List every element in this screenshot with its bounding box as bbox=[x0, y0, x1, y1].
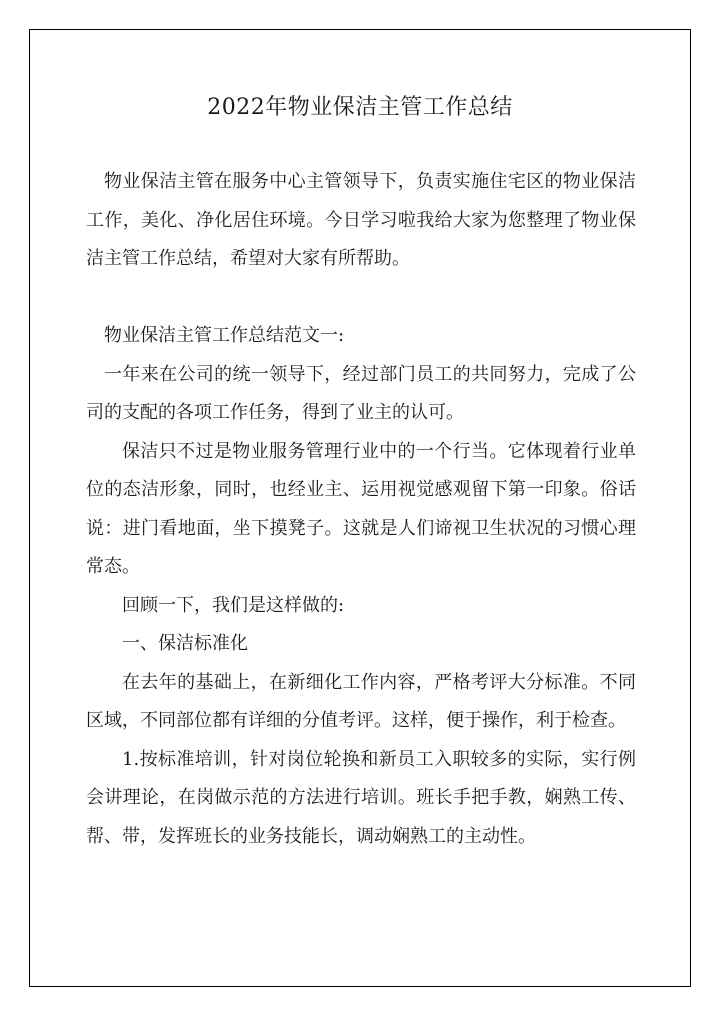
subsection-heading: 一、保洁标准化 bbox=[122, 633, 248, 654]
section-heading: 物业保洁主管工作总结范文一: bbox=[104, 325, 345, 346]
paragraph-gap bbox=[86, 279, 636, 318]
paragraph: 在去年的基础上，在新细化工作内容，严格考评大分标准。不同区域，不同部位都有详细的分值考评。这样，便于操作，利于检查。 bbox=[86, 671, 636, 731]
intro-paragraph: 物业保洁主管在服务中心主管领导下，负责实施住宅区的物业保洁工作，美化、净化居住环境。今日学习啦我给大家为您整理了物业保洁主管工作总结，希望对大家有所帮助。 bbox=[86, 171, 636, 269]
document-title: 2022年物业保洁主管工作总结 bbox=[207, 95, 513, 120]
paragraph: 保洁只不过是物业服务管理行业中的一个行当。它体现着行业单位的态洁形象，同时，也经业主、运用视觉感观留下第一印象。俗话说：进门看地面，坐下摸凳子。这就是人们谛视卫生状况的习惯心理常态。 bbox=[86, 440, 636, 577]
paragraph: 一年来在公司的统一领导下，经过部门员工的共同努力，完成了公司的支配的各项工作任务，得到了业主的认可。 bbox=[86, 363, 636, 423]
paragraph: 回顾一下，我们是这样做的: bbox=[122, 594, 345, 616]
paragraph: 1.按标准培训，针对岗位轮换和新员工入职较多的实际，实行例会讲理论，在岗做示范的方法进行培训。班长手把手教，娴熟工传、帮、带，发挥班长的业务技能长，调动娴熟工的主动性。 bbox=[86, 748, 636, 847]
document-body bbox=[86, 163, 636, 856]
